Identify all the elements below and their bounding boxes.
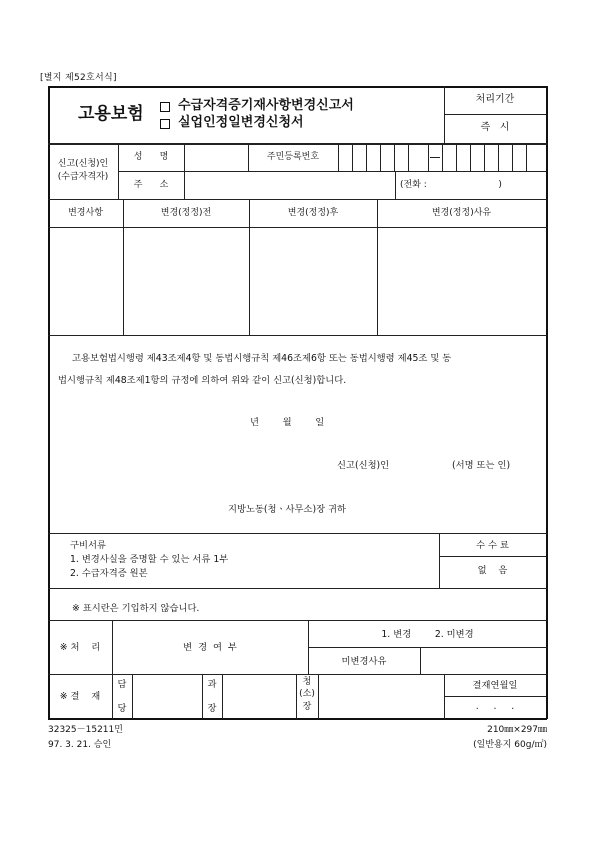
- declaration-line-2: 법시행규칙 제48조제1항의 규정에 의하여 위와 같이 신고(신청)합니다.: [58, 375, 347, 386]
- rrn-field[interactable]: [340, 145, 544, 169]
- name-field[interactable]: [186, 145, 246, 169]
- processing-label: ※ 처 리: [59, 642, 101, 653]
- signer-label: 신고(신청)인: [337, 460, 390, 471]
- documents-item-1: 1. 변경사실을 증명할 수 있는 서류 1부: [70, 554, 229, 565]
- documents-title: 구비서류: [70, 540, 106, 551]
- declaration-date[interactable]: 년 월 일: [250, 417, 325, 428]
- change-options[interactable]: 1. 변경 2. 미변경: [381, 629, 474, 640]
- approval-date-divider: [444, 696, 546, 697]
- after-field[interactable]: [251, 229, 375, 333]
- section-chief-label-2: 장: [207, 703, 217, 714]
- header-proc-divider: [444, 114, 546, 115]
- checkbox-report[interactable]: [160, 102, 170, 112]
- documents-bottom: [48, 588, 547, 589]
- fee-divider: [439, 556, 546, 557]
- paper-size: 210㎜×297㎜: [487, 725, 547, 735]
- phone-field[interactable]: (전화 : ): [400, 180, 502, 190]
- section-chief-label-1: 과: [207, 679, 217, 690]
- header-change-item: 변경사항: [68, 208, 103, 218]
- staff-label-2: 당: [117, 703, 127, 714]
- processing-bottom: [48, 674, 547, 675]
- approval-label: ※ 결 재: [59, 691, 101, 702]
- unchanged-reason-label: 미변경사유: [341, 656, 387, 667]
- applicant-col-2: [184, 143, 185, 199]
- processing-mid: [308, 647, 547, 648]
- declaration-line-1: 고용보험법시행령 제43조제4항 및 동법시행규칙 제46조제6항 또는 동법시행령 제45조 및 동: [72, 353, 452, 364]
- checkbox-application[interactable]: [160, 119, 170, 129]
- documents-top: [48, 533, 547, 534]
- office-chief-sign-field[interactable]: [320, 676, 442, 717]
- applicant-label-2: (수급자격자): [57, 172, 109, 182]
- form-reference: [별지 제52호서식]: [40, 73, 117, 83]
- staff-sign-field[interactable]: [134, 676, 200, 717]
- applicant-label-1: 신고(신청)인: [57, 159, 109, 169]
- processing-period-label: 처리기간: [475, 94, 515, 105]
- name-label: 성 명: [133, 152, 169, 162]
- office-chief-label-2: (소): [299, 689, 315, 699]
- recipient-label: 지방노동(청ㆍ사무소)장 귀하: [228, 504, 346, 515]
- note-text: ※ 표시란은 기입하지 않습니다.: [72, 603, 200, 614]
- address-field[interactable]: [186, 173, 393, 197]
- processing-top: [48, 620, 547, 621]
- applicant-row-divider: [118, 171, 546, 172]
- rrn-label: 주민등록번호: [266, 152, 320, 162]
- header-before: 변경(정정)전: [160, 208, 212, 218]
- header-after: 변경(정정)후: [287, 208, 339, 218]
- insurance-title: 고용보험: [78, 104, 144, 124]
- signature-field[interactable]: (서명 또는 인): [452, 460, 511, 471]
- frame-right: [546, 86, 548, 719]
- option-report-label: 수급자격증기재사항변경신고서: [178, 98, 354, 113]
- header-reason: 변경(정정)사유: [431, 208, 492, 218]
- change-status-label: 변 경 여 부: [183, 642, 237, 653]
- change-item-field[interactable]: [50, 229, 122, 333]
- before-field[interactable]: [125, 229, 247, 333]
- applicant-col-4: [338, 143, 339, 171]
- change-col-1: [123, 199, 124, 335]
- approval-col-3: [222, 674, 223, 719]
- frame-bottom: [48, 718, 547, 720]
- phone-col: [395, 171, 396, 199]
- section-chief-sign-field[interactable]: [224, 676, 294, 717]
- approval-col-1: [132, 674, 133, 719]
- address-label: 주 소: [133, 180, 169, 190]
- change-table-bottom: [48, 335, 547, 336]
- applicant-col-1: [118, 143, 119, 199]
- processing-period-value: 즉 시: [480, 122, 510, 133]
- paper-type: (일반용지 60g/㎡): [473, 740, 547, 750]
- approval-date-value[interactable]: . . .: [475, 701, 515, 712]
- reason-field[interactable]: [379, 229, 544, 333]
- form-code: 32325－15211민: [48, 725, 123, 735]
- approval-col-5: [318, 674, 319, 719]
- approval-date-label: 결재연월일: [472, 680, 518, 691]
- change-col-3: [377, 199, 378, 335]
- office-chief-label-1: 청: [302, 677, 312, 687]
- unchanged-reason-field[interactable]: [422, 649, 544, 672]
- approval-date-note: 97. 3. 21. 승인: [48, 740, 112, 750]
- fee-value: 없 음: [477, 565, 508, 576]
- staff-label-1: 담: [117, 679, 127, 690]
- office-chief-label-3: 장: [302, 702, 312, 712]
- fee-label: 수 수 료: [476, 540, 509, 551]
- change-col-2: [249, 199, 250, 335]
- option-application-label: 실업인정일변경신청서: [178, 115, 304, 130]
- processing-col-3: [420, 647, 421, 674]
- frame-top: [48, 86, 547, 88]
- documents-item-2: 2. 수급자격증 원본: [70, 568, 148, 579]
